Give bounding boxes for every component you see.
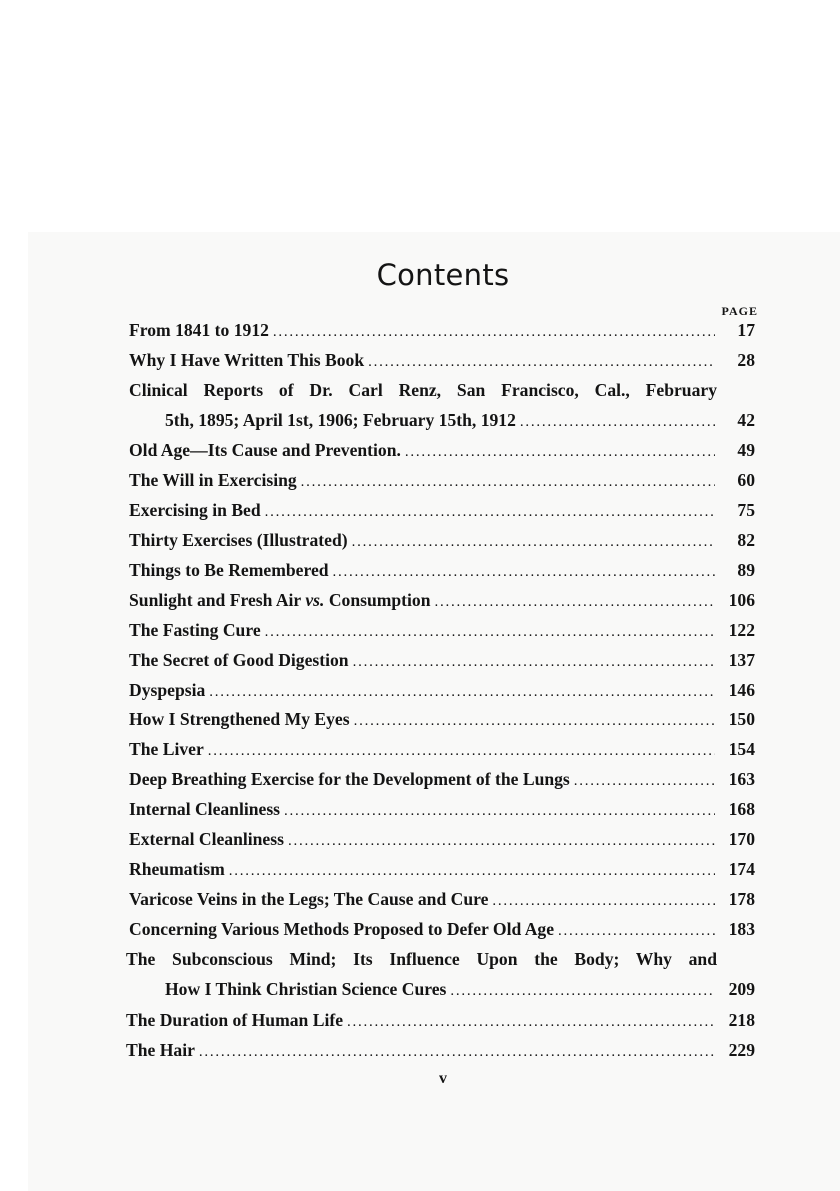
toc-entry-page: 17 <box>737 320 755 340</box>
toc-entry-title: From 1841 to 1912 <box>129 320 269 340</box>
dot-leader <box>347 1010 715 1034</box>
toc-entry-page: 174 <box>728 859 755 879</box>
toc-entry[interactable] <box>165 977 755 1001</box>
toc-entry-title: Varicose Veins in the Legs; The Cause and Cure <box>129 889 489 909</box>
toc-entry-title: Dyspepsia <box>129 680 206 700</box>
toc-entry-title: Internal Cleanliness <box>129 799 281 819</box>
toc-entry[interactable] <box>129 887 755 911</box>
toc-entry[interactable] <box>126 1008 755 1032</box>
toc-entry[interactable] <box>129 917 755 941</box>
toc-entry-page: 137 <box>728 650 755 670</box>
toc-entry-page: 183 <box>728 919 755 939</box>
toc-entry-title: Things to Be Remembered <box>129 560 329 580</box>
dot-leader <box>265 500 715 524</box>
toc-entry[interactable] <box>129 528 755 552</box>
toc-entry-title: Deep Breathing Exercise for the Development of the Lungs <box>129 769 570 789</box>
toc-entry-page: 49 <box>737 440 755 460</box>
toc-entry[interactable] <box>126 1038 755 1062</box>
dot-leader <box>209 680 715 704</box>
toc-entry-page: 178 <box>728 889 755 909</box>
toc-entry-page: 150 <box>728 709 755 729</box>
toc-entry[interactable] <box>129 468 755 492</box>
toc-entry-page: 229 <box>728 1040 755 1060</box>
dot-leader <box>492 889 715 913</box>
toc-entry-page: 168 <box>728 799 755 819</box>
toc-entry[interactable] <box>129 648 755 672</box>
toc-entry-page: 75 <box>737 500 755 520</box>
dot-leader <box>520 410 715 434</box>
toc-entry-page: 170 <box>728 829 755 849</box>
toc-entry-page: 154 <box>728 739 755 759</box>
toc-entry-title: Why I Have Written This Book <box>129 350 365 370</box>
toc-entry-title: The Fasting Cure <box>129 620 261 640</box>
toc-entry-title: Rheumatism <box>129 859 225 879</box>
toc-entry[interactable] <box>129 857 755 881</box>
toc-entry-title: How I Think Christian Science Cures <box>165 979 447 999</box>
dot-leader <box>558 919 715 943</box>
toc-entry[interactable] <box>129 498 755 522</box>
toc-entry-page: 82 <box>737 530 755 550</box>
toc-entry-title: The Hair <box>126 1040 195 1060</box>
toc-entry-title-italic: vs. <box>305 590 325 610</box>
toc-entry-title: Concerning Various Methods Proposed to Defer Old Age <box>129 919 555 939</box>
dot-leader <box>405 440 715 464</box>
toc-entry-title: Thirty Exercises (Illustrated) <box>129 530 348 550</box>
toc-entry-page: 106 <box>728 590 755 610</box>
toc-entry-title: The Will in Exercising <box>129 470 297 490</box>
toc-entry-page: 218 <box>728 1010 755 1030</box>
toc-entry-title: The Liver <box>129 739 204 759</box>
toc-entry-page: 60 <box>737 470 755 490</box>
dot-leader <box>333 560 715 584</box>
toc-entry[interactable] <box>129 767 755 791</box>
toc-entry[interactable] <box>129 827 755 851</box>
toc-entry-title <box>129 588 431 612</box>
dot-leader <box>229 859 715 883</box>
toc-entry[interactable] <box>129 737 755 761</box>
toc-entry-page: 122 <box>728 620 755 640</box>
toc-entry[interactable] <box>129 707 755 731</box>
toc-entry[interactable] <box>129 348 755 372</box>
toc-entry-title: The Duration of Human Life <box>126 1010 344 1030</box>
dot-leader <box>435 590 715 614</box>
toc-entry[interactable] <box>129 678 755 702</box>
toc-entry-page: 89 <box>737 560 755 580</box>
toc-entry-page: 42 <box>737 410 755 430</box>
toc-entry[interactable] <box>165 408 755 432</box>
toc-entry-title-prefix: Sunlight and Fresh Air <box>129 590 301 610</box>
toc-entry-title: The Secret of Good Digestion <box>129 650 349 670</box>
dot-leader <box>265 620 715 644</box>
dot-leader <box>199 1040 715 1064</box>
dot-leader <box>301 470 715 494</box>
page-column-label: PAGE <box>721 304 758 318</box>
dot-leader <box>353 650 715 674</box>
dot-leader <box>368 350 715 374</box>
toc-entry[interactable] <box>129 438 755 462</box>
toc-entry-title-suffix: Consumption <box>328 590 431 610</box>
toc-entry-title: How I Strengthened My Eyes <box>129 709 350 729</box>
dot-leader <box>574 769 715 793</box>
toc-entry[interactable] <box>129 588 755 612</box>
toc-entry-page: 209 <box>728 979 755 999</box>
toc-entry-title-line1[interactable]: Clinical Reports of Dr. Carl Renz, San Francisco, Cal., February <box>129 380 717 400</box>
toc-entry-page: 28 <box>737 350 755 370</box>
dot-leader <box>288 829 715 853</box>
page-title: Contents <box>376 258 510 292</box>
page-folio: v <box>439 1070 447 1087</box>
toc-entry[interactable] <box>129 558 755 582</box>
dot-leader <box>273 320 715 344</box>
dot-leader <box>284 799 715 823</box>
toc-entry-title: Exercising in Bed <box>129 500 261 520</box>
dot-leader <box>208 739 715 763</box>
toc-entry-page: 163 <box>728 769 755 789</box>
toc-entry[interactable] <box>129 318 755 342</box>
toc-entry-title: 5th, 1895; April 1st, 1906; February 15th, 1912 <box>165 410 516 430</box>
toc-entry-title-line1[interactable]: The Subconscious Mind; Its Influence Upon the Body; Why and <box>126 949 717 969</box>
toc-entry[interactable] <box>129 797 755 821</box>
dot-leader <box>354 709 715 733</box>
dot-leader <box>352 530 715 554</box>
toc-entry-title: External Cleanliness <box>129 829 284 849</box>
toc-entry-page: 146 <box>728 680 755 700</box>
toc-entry-title: Old Age—Its Cause and Prevention. <box>129 440 401 460</box>
dot-leader <box>450 979 715 1003</box>
toc-entry[interactable] <box>129 618 755 642</box>
